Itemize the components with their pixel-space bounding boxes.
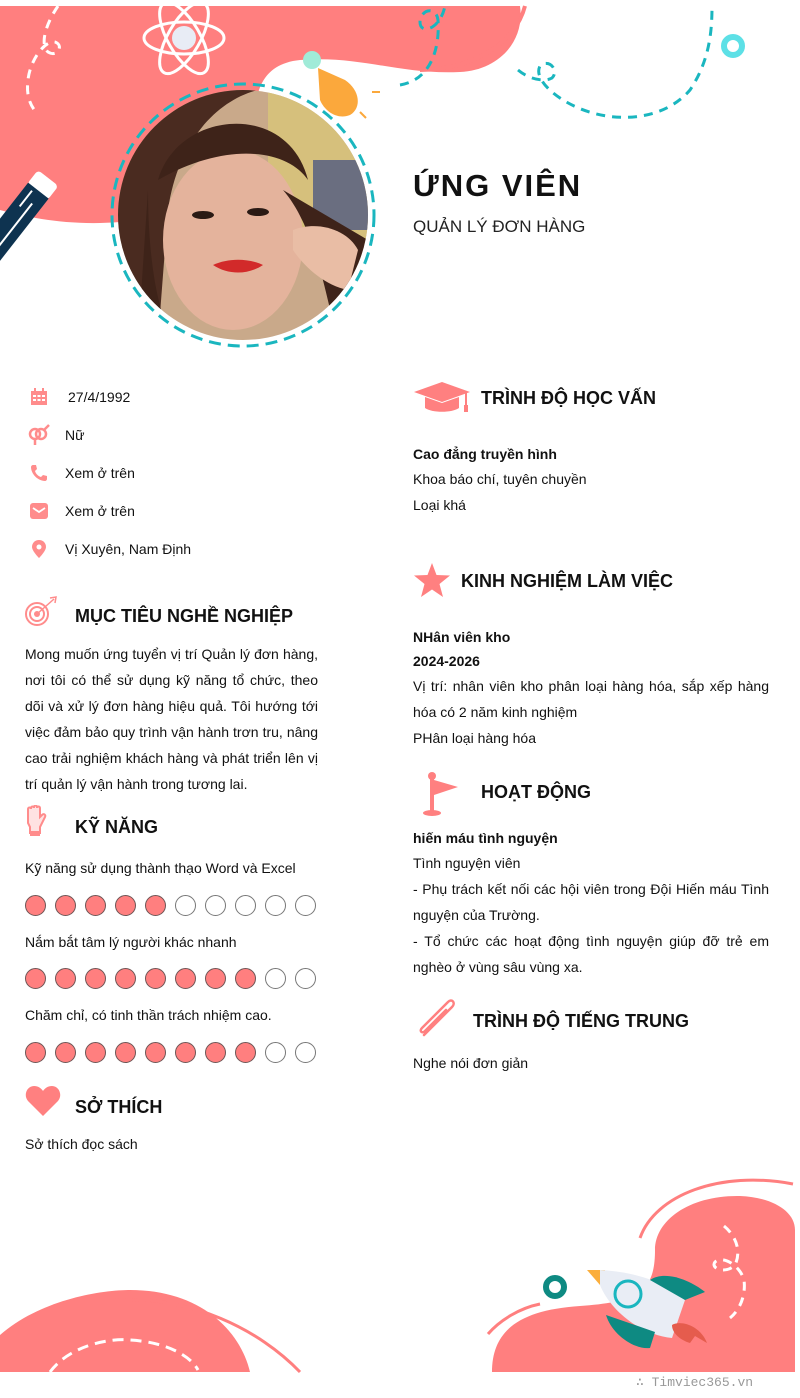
rating-dot bbox=[145, 1042, 166, 1063]
education-school: Cao đẳng truyền hình bbox=[413, 446, 557, 462]
rating-dot bbox=[55, 895, 76, 916]
experience-description: Vị trí: nhân viên kho phân loại hàng hóa, sắp xếp hàng hóa có 2 năm kinh nghiệm bbox=[413, 678, 769, 720]
rating-dot bbox=[265, 968, 286, 989]
star-icon bbox=[414, 563, 450, 602]
rating-dot bbox=[295, 895, 316, 916]
rating-dot bbox=[85, 968, 106, 989]
activity-line-2: - Tổ chức các hoạt động tình nguyện giúp đỡ trẻ em nghèo ở vùng sâu vùng xa. bbox=[413, 933, 769, 975]
education-major: Khoa báo chí, tuyên chuyền bbox=[413, 471, 587, 487]
contact-birthday bbox=[28, 386, 130, 408]
contact-phone bbox=[28, 462, 135, 484]
objective-title: MỤC TIÊU NGHỀ NGHIỆP bbox=[75, 606, 294, 626]
rating-dot bbox=[235, 1042, 256, 1063]
hand-icon bbox=[25, 805, 47, 842]
activity-role: Tình nguyện viên bbox=[413, 855, 521, 871]
rating-dot bbox=[295, 968, 316, 989]
candidate-job-title: QUẢN LÝ ĐƠN HÀNG bbox=[413, 217, 586, 236]
address-value: Vị Xuyên, Nam Định bbox=[65, 541, 192, 557]
skill-label: Kỹ năng sử dụng thành thạo Word và Excel bbox=[25, 860, 296, 876]
rating-dot bbox=[205, 968, 226, 989]
skill-label: Nắm bắt tâm lý người khác nhanh bbox=[25, 934, 237, 950]
chinese-title: TRÌNH ĐỘ TIẾNG TRUNG bbox=[473, 1011, 689, 1031]
activities-title: HOẠT ĐỘNG bbox=[481, 782, 591, 802]
avatar bbox=[118, 90, 368, 340]
skill-label: Chăm chỉ, có tinh thần trách nhiệm cao. bbox=[25, 1007, 272, 1023]
heart-icon bbox=[25, 1085, 61, 1122]
location-icon bbox=[28, 538, 50, 560]
rating-dot bbox=[145, 968, 166, 989]
rating-dot bbox=[25, 968, 46, 989]
hobbies-title: SỞ THÍCH bbox=[75, 1097, 163, 1117]
rating-dot bbox=[175, 895, 196, 916]
candidate-name: ỨNG VIÊN bbox=[413, 168, 583, 203]
experience-position: NHân viên kho bbox=[413, 629, 511, 645]
rating-dot bbox=[85, 1042, 106, 1063]
skills-title: KỸ NĂNG bbox=[75, 817, 159, 837]
calendar-icon bbox=[28, 386, 50, 408]
graduation-cap-icon bbox=[414, 381, 470, 418]
experience-title: KINH NGHIỆM LÀM VIỆC bbox=[461, 571, 674, 591]
activity-line-1: - Phụ trách kết nối các hội viên trong Đội Hiến máu Tình nguyện của Trường. bbox=[413, 881, 769, 923]
experience-detail: PHân loại hàng hóa bbox=[413, 730, 536, 746]
rating-dot bbox=[175, 968, 196, 989]
phone-icon bbox=[28, 462, 50, 484]
rating-dot bbox=[235, 895, 256, 916]
education-grade: Loại khá bbox=[413, 497, 466, 513]
contact-address bbox=[28, 538, 191, 560]
target-icon bbox=[24, 596, 58, 633]
rating-dot bbox=[115, 895, 136, 916]
objective-text: Mong muốn ứng tuyển vị trí Quản lý đơn hàng, nơi tôi có thể sử dụng kỹ năng tổ chức, theo dõi và xử lý đơn hàng hiệu quả. Tôi hướng tới việc đảm bảo quy trình vận hành trơn tru, nâng cao trải nghiệm khách hàng và phát triển lên vị trí quản lý vận hành trong tương lai. bbox=[25, 646, 318, 792]
rating-dot bbox=[205, 895, 226, 916]
skill-rating bbox=[25, 1042, 316, 1063]
rating-dot bbox=[145, 895, 166, 916]
rating-dot bbox=[235, 968, 256, 989]
rating-dot bbox=[55, 1042, 76, 1063]
rating-dot bbox=[205, 1042, 226, 1063]
rating-dot bbox=[25, 895, 46, 916]
phone-value: Xem ở trên bbox=[65, 465, 135, 481]
paperclip-icon bbox=[416, 999, 458, 1044]
contact-email bbox=[28, 500, 135, 522]
skill-rating bbox=[25, 895, 316, 916]
rating-dot bbox=[265, 895, 286, 916]
rating-dot bbox=[55, 968, 76, 989]
activity-name: hiến máu tình nguyện bbox=[413, 830, 558, 846]
education-title: TRÌNH ĐỘ HỌC VẤN bbox=[481, 388, 656, 408]
rating-dot bbox=[25, 1042, 46, 1063]
contact-gender bbox=[28, 424, 84, 446]
rating-dot bbox=[115, 968, 136, 989]
rating-dot bbox=[85, 895, 106, 916]
rating-dot bbox=[115, 1042, 136, 1063]
gender-icon bbox=[28, 424, 50, 446]
rating-dot bbox=[175, 1042, 196, 1063]
email-value: Xem ở trên bbox=[65, 503, 135, 519]
chinese-text: Nghe nói đơn giản bbox=[413, 1055, 529, 1071]
watermark: ∴ Timviec365.vn bbox=[636, 1375, 754, 1390]
rating-dot bbox=[265, 1042, 286, 1063]
skill-rating bbox=[25, 968, 316, 989]
birthday-value: 27/4/1992 bbox=[68, 389, 131, 405]
experience-period: 2024-2026 bbox=[413, 653, 480, 669]
flag-icon bbox=[422, 772, 462, 821]
rating-dot bbox=[295, 1042, 316, 1063]
hobbies-text: Sở thích đọc sách bbox=[25, 1136, 138, 1152]
gender-value: Nữ bbox=[65, 427, 85, 443]
email-icon bbox=[28, 500, 50, 522]
